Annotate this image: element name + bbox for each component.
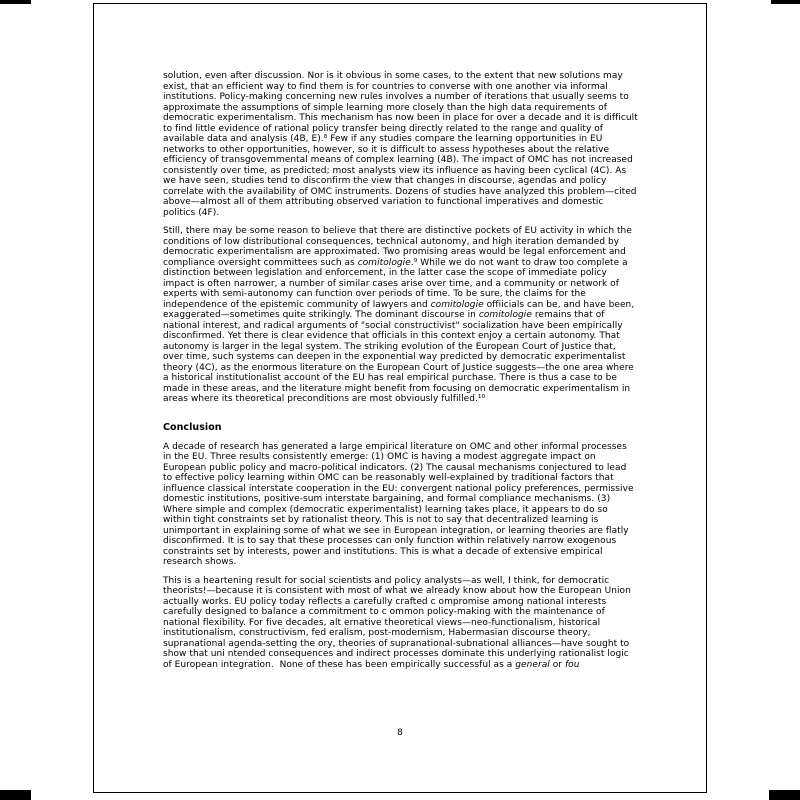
italic-text-run: fou: [564, 659, 580, 670]
paper-page: [93, 3, 707, 793]
text-run: Still, there may be some reason to believe that there are distinctive pockets of EU activity in which the conditions of low distributional consequences, technical autonomy, and high iteration demanded by democratic experimentalism are approximated. Two promising areas would be legal enforcement and compliance oversight committees such as: [163, 226, 635, 268]
body-paragraph: [163, 226, 638, 405]
corner-mark-bottom-right: [769, 790, 800, 800]
text-run: A decade of research has generated a large empirical literature on OMC and other informal processes in the EU. Three results consistently emerge: (1) OMC is having a modest aggregate impact on European public policy and macro-political indicators. (2) The causal mechanisms conjectured to lead to effective policy learning within OMC can be reasonably well-explained by traditional factors that influence classical interstate cooperation in the EU: convergent national policy preferences, permissive domestic institutions, positive-sum interstate bargaining, and formal compliance mechanisms. (3) Where simple and complex (democratic experimentalist) learning takes place, it appears to do so within tight constraints set by rationalist theory. This is not to say that decentralized learning is unimportant in explaining some of what we see in European integration, or learning theories are flatly disconfirmed. It is to say that these processes can only function within relatively narrow exogenous constraints set by interests, power and institutions. This is what a decade of extensive empirical research shows.: [163, 441, 637, 567]
italic-text-run: comitologie: [357, 257, 411, 268]
page-text-column: [163, 71, 641, 678]
body-paragraph: [163, 71, 641, 218]
text-run: remains that of national interest, and radical arguments of "social constructivist" socialization have been empirically disconfirmed. Yet there is clear evidence that officials in this context enjoy a certain autonomy. That autonomy is larger in the legal system. The striking evolution of the European Court of Justice that, over time, such systems can deepen in the exponential way predicted by democratic experimentalist theory (4C), as the enormous literature on the European Court of Justice suggests—the one area where a historical institutionalist account of the EU has real empirical purchase. There is thus a case to be made in these areas, and the literature might benefit from focusing on democratic experimentalism in areas where its theoretical preconditions are most obviously fulfilled.¹⁰: [163, 310, 637, 404]
text-run: solution, even after discussion. Nor is it obvious in some cases, to the extent that new solutions may exist, that an efficient way to find them is for countries to converse with one another via informal institutions. Policy-making concerning new rules involves a number of iterations that usually seems to approximate the assumptions of simple learning more closely than the high data requirements of democratic experimentalism. This mechanism has now been in place for over a decade and it is difficult to find little evidence of rational policy transfer being directly related to the range and quality of available data and analysis (4B, E).⁸ Few if any studies compare the learning opportunities in EU networks to other opportunities, however, so it is difficult to assess hypotheses about the relative efficiency of transgovemmental means of complex learning (4B). The impact of OMC has not increased consistently over time, as predicted; most analysts view its influence as having been cyclical (4C). As we have seen, studies tend to disconfirm the view that changes in discourse, agendas and policy correlate with the availability of OMC instruments. Dozens of studies have analyzed this problem—cited above—almost all of them attributing observed variation to functional imperatives and domestic politics (4F).: [163, 71, 641, 218]
body-paragraph: [163, 576, 638, 671]
text-run: offiicials can be, and have been, exaggerated—sometimes quite strikingly. The dominant discourse in: [163, 299, 638, 320]
corner-mark-top-left: [0, 0, 31, 4]
text-run: .⁹ While we do not want to draw too complete a distinction between legislation and enforcement, in the latter case the scope of immediate policy impact is often narrower, a number of similar cases arise over time, and a community or network of experts with semi-autonomy can function over periods of time. To be sure, the claims for the independence of the epistemic community of lawyers and: [163, 257, 631, 310]
page-number: 8: [397, 728, 403, 738]
italic-text-run: general: [515, 659, 550, 670]
italic-text-run: comitologie: [478, 310, 532, 320]
italic-text-run: comitologie: [430, 299, 484, 310]
body-paragraph: [163, 442, 638, 568]
text-run: This is a heartening result for social scientists and policy analysts—as well, I think, for democratic theorists!—because it is consistent with most of what we already know about how the European Union actually works. EU policy today reflects a carefully crafted c ompromise among national interests carefully designed to balance a commitment to c ommon policy-making with the maintenance of national flexibility. For five decades, alt ernative theoretical views—neo-functionalism, historical institutionalism, constructivism, fed eralism, post-modernism, Habermasian discourse theory, supranational agenda-setting the ory, theories of supranational-subnational alliances—have sought to show that uni ntended consequences and indirect processes dominate this underlying rationalist logic of European integration. None of these has been empirically successful as a: [163, 575, 634, 670]
section-heading: Conclusion: [163, 421, 222, 433]
corner-mark-top-right: [771, 0, 800, 4]
text-run: or: [549, 659, 565, 670]
corner-mark-bottom-left: [0, 790, 31, 800]
